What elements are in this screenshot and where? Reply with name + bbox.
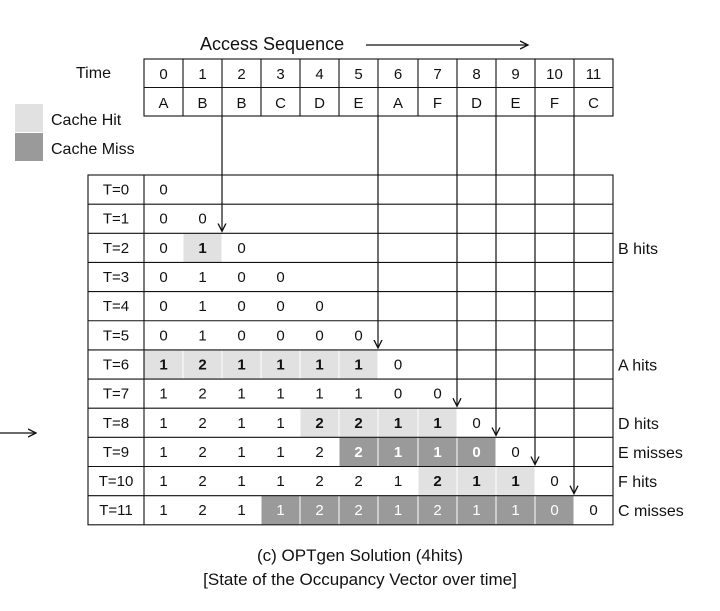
occupancy-value: 1 [237, 473, 246, 491]
access-cell-11: C [588, 95, 599, 112]
row-annotation: F hits [618, 474, 658, 492]
occupancy-value: 2 [198, 443, 207, 461]
occupancy-value: 1 [276, 443, 285, 461]
occupancy-value: 2 [315, 414, 324, 432]
occupancy-value: 0 [159, 269, 168, 287]
occupancy-value: 1 [433, 443, 442, 461]
row-annotation: C misses [618, 503, 684, 521]
row-label: T=3 [102, 269, 130, 287]
occupancy-value: 1 [354, 356, 363, 374]
occupancy-value: 0 [237, 239, 246, 257]
occupancy-value: 0 [198, 210, 207, 228]
access-cell-7: F [432, 95, 443, 112]
occupancy-value: 2 [354, 502, 363, 520]
time-cell-10: 10 [546, 66, 563, 83]
occupancy-value: 2 [198, 356, 207, 374]
access-cell-0: A [158, 95, 169, 112]
occupancy-value: 2 [198, 414, 207, 432]
occupancy-value: 2 [354, 473, 363, 491]
row-annotation: A hits [618, 357, 658, 375]
occupancy-value: 0 [276, 298, 285, 316]
occupancy-value: 1 [393, 502, 403, 520]
access-cell-6: A [392, 95, 404, 112]
caption-line-1: (c) OPTgen Solution (4hits) [257, 546, 463, 565]
row-label: T=2 [102, 239, 130, 257]
occupancy-value: 1 [511, 473, 520, 491]
legend-hit-label: Cache Hit [51, 112, 122, 129]
occupancy-value: 0 [393, 385, 403, 403]
row-annotation: D hits [618, 415, 659, 433]
occupancy-value: 1 [237, 385, 246, 403]
access-sequence-label: Access Sequence [200, 34, 345, 54]
access-cell-5: E [353, 95, 364, 112]
occupancy-value: 1 [198, 298, 207, 316]
occupancy-value: 1 [315, 356, 324, 374]
occupancy-value: 1 [237, 414, 246, 432]
occupancy-value: 1 [159, 473, 168, 491]
access-cell-2: B [236, 95, 247, 112]
occupancy-value: 0 [472, 443, 481, 461]
row-label: T=1 [102, 210, 130, 228]
occupancy-value: 2 [433, 473, 442, 491]
occupancy-value: 1 [472, 502, 481, 520]
occupancy-value: 1 [393, 414, 403, 432]
time-cell-3: 3 [276, 66, 285, 83]
occupancy-value: 1 [511, 502, 520, 520]
occupancy-value: 1 [393, 473, 403, 491]
time-cell-4: 4 [315, 66, 324, 83]
occupancy-value: 0 [550, 473, 559, 491]
row-label: T=8 [102, 414, 130, 432]
occupancy-value: 1 [276, 385, 285, 403]
occupancy-value: 0 [550, 502, 559, 520]
occupancy-value: 1 [276, 502, 285, 520]
occupancy-value: 1 [354, 385, 363, 403]
legend-miss-swatch [15, 133, 43, 161]
time-cell-1: 1 [198, 66, 207, 83]
row-label: T=11 [99, 502, 133, 520]
occupancy-value: 0 [237, 298, 246, 316]
occupancy-value: 1 [237, 356, 246, 374]
occupancy-value: 2 [198, 473, 207, 491]
occupancy-value: 1 [237, 502, 246, 520]
row-label: T=4 [102, 298, 130, 316]
row-label: T=5 [102, 327, 130, 345]
occupancy-value: 1 [159, 414, 168, 432]
occupancy-value: 0 [237, 269, 246, 287]
occupancy-value: 0 [589, 502, 598, 520]
row-label: T=9 [102, 443, 130, 461]
occupancy-value: 0 [315, 298, 324, 316]
occupancy-value: 0 [159, 239, 168, 257]
access-cell-3: C [275, 95, 286, 112]
occupancy-value: 0 [159, 210, 168, 228]
occupancy-value: 0 [393, 356, 403, 374]
occupancy-value: 2 [198, 502, 207, 520]
occupancy-value: 0 [276, 269, 285, 287]
row-label: T=0 [102, 181, 130, 199]
occupancy-value: 1 [159, 385, 168, 403]
occupancy-value: 0 [354, 327, 363, 345]
occupancy-value: 2 [315, 443, 324, 461]
row-label: T=10 [98, 473, 134, 491]
time-cell-11: 11 [585, 66, 602, 83]
occupancy-value: 1 [433, 414, 442, 432]
occupancy-value: 1 [198, 239, 207, 257]
occupancy-value: 0 [159, 181, 168, 199]
time-label: Time [76, 65, 111, 82]
occupancy-value: 1 [276, 356, 285, 374]
time-cell-6: 6 [393, 66, 403, 83]
occupancy-value: 1 [472, 473, 481, 491]
occupancy-value: 1 [159, 502, 168, 520]
occupancy-value: 2 [354, 443, 363, 461]
occupancy-value: 0 [159, 327, 168, 345]
occupancy-value: 1 [276, 473, 285, 491]
occupancy-value: 2 [354, 414, 363, 432]
time-cell-8: 8 [472, 66, 481, 83]
occupancy-value: 0 [315, 327, 324, 345]
occupancy-value: 1 [237, 443, 246, 461]
time-cell-7: 7 [433, 66, 442, 83]
time-cell-9: 9 [511, 66, 520, 83]
occupancy-value: 0 [472, 414, 481, 432]
occupancy-value: 0 [159, 298, 168, 316]
occupancy-value: 0 [276, 327, 285, 345]
occupancy-value: 1 [393, 443, 403, 461]
occupancy-value: 2 [315, 502, 324, 520]
occupancy-value: 2 [433, 502, 442, 520]
caption-line-2: [State of the Occupancy Vector over time] [203, 570, 517, 589]
occupancy-value: 1 [159, 356, 168, 374]
time-cell-0: 0 [159, 66, 168, 83]
occupancy-value: 1 [315, 385, 324, 403]
occupancy-value: 0 [433, 385, 442, 403]
occupancy-value: 2 [198, 385, 207, 403]
access-cell-9: E [510, 95, 521, 112]
occupancy-value: 0 [237, 327, 246, 345]
occupancy-value: 1 [198, 269, 207, 287]
occupancy-value: 1 [159, 443, 168, 461]
occupancy-value: 0 [511, 443, 520, 461]
row-annotation: E misses [618, 444, 683, 462]
access-cell-10: F [549, 95, 560, 112]
time-cell-5: 5 [354, 66, 363, 83]
access-cell-1: B [197, 95, 208, 112]
row-label: T=6 [102, 356, 130, 374]
access-cell-8: D [471, 95, 482, 112]
legend-hit-swatch [15, 104, 43, 132]
occupancy-value: 1 [276, 414, 285, 432]
occupancy-value: 1 [198, 327, 207, 345]
access-sequence-table [144, 59, 613, 116]
occupancy-value: 2 [315, 473, 324, 491]
access-cell-4: D [314, 95, 325, 112]
legend-miss-label: Cache Miss [51, 141, 135, 158]
occupancy-grid [88, 175, 684, 525]
row-annotation: B hits [618, 240, 659, 258]
row-label: T=7 [102, 385, 130, 403]
time-cell-2: 2 [237, 66, 246, 83]
